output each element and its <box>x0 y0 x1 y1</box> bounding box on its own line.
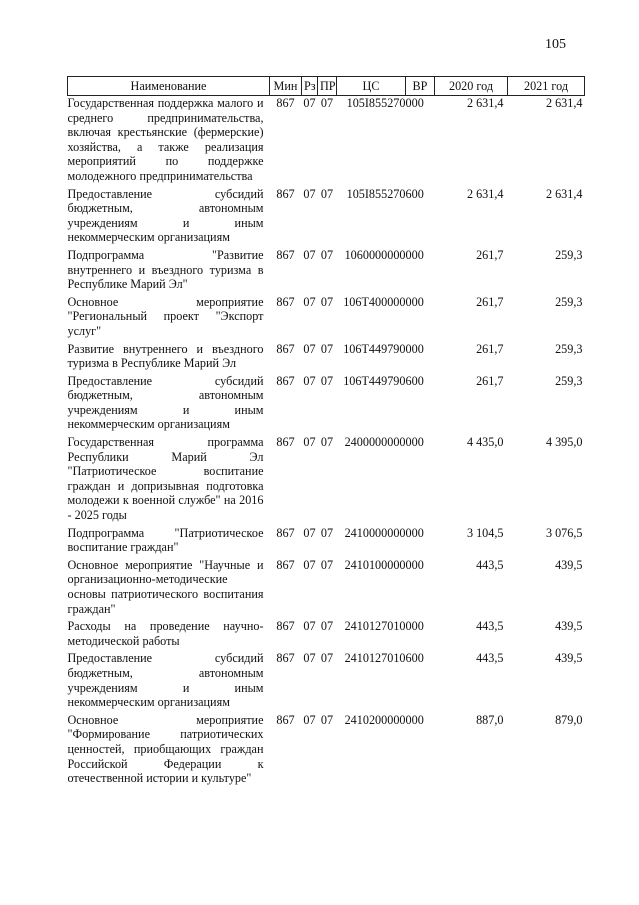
header-rz: Рз <box>302 77 318 96</box>
cell-cs: 106T449790 <box>343 341 406 356</box>
table-row <box>68 96 585 187</box>
cell-name: Подпрограмма "Патриотическое воспитание граждан" <box>67 525 264 555</box>
header-cs: ЦС <box>337 77 406 96</box>
cell-cs: 2410200000 <box>344 712 406 727</box>
cell-rz: 07 <box>303 96 316 110</box>
cell-vr: 000 <box>405 341 424 356</box>
header-pr: ПР <box>318 77 337 96</box>
cell-y2020: 443,5 <box>476 651 504 666</box>
table-row <box>68 295 585 342</box>
table-row <box>68 248 585 295</box>
table-row <box>68 187 585 248</box>
cell-rz: 07 <box>303 186 316 201</box>
header-2020: 2020 год <box>435 77 508 96</box>
cell-vr: 000 <box>405 435 424 450</box>
cell-y2020: 261,7 <box>476 373 504 388</box>
cell-rz: 07 <box>303 341 316 356</box>
cell-name: Развитие внутреннего и въездного туризма в Республике Марий Эл <box>67 341 264 371</box>
cell-y2021: 439,5 <box>555 651 583 666</box>
table-row <box>68 342 585 374</box>
cell-cs: 2410127010 <box>344 651 406 666</box>
cell-cs: 106T400000 <box>343 294 406 309</box>
cell-y2020: 2 631,4 <box>466 96 504 110</box>
cell-y2021: 2 631,4 <box>545 186 583 201</box>
cell-name: Основное мероприятие "Формирование патриотических ценностей, приобщающих граждан Российской Федерации к отечественной истории и культуре" <box>67 712 264 786</box>
cell-name: Расходы на проведение научно-методической работы <box>67 619 264 648</box>
table-row <box>68 619 585 651</box>
cell-cs: 105I855270 <box>346 186 406 201</box>
cell-cs: 2410100000 <box>344 557 406 572</box>
cell-min: 867 <box>276 525 295 540</box>
cell-y2020: 443,5 <box>476 557 504 572</box>
table-row <box>68 374 585 435</box>
cell-y2020: 261,7 <box>476 294 504 309</box>
table-row <box>68 651 585 712</box>
cell-y2020: 443,5 <box>476 619 504 634</box>
cell-y2021: 439,5 <box>555 619 583 634</box>
cell-rz: 07 <box>303 557 316 572</box>
cell-cs: 2410000000 <box>344 525 406 540</box>
cell-rz: 07 <box>303 247 316 262</box>
cell-y2021: 3 076,5 <box>545 525 583 540</box>
cell-min: 867 <box>276 712 295 727</box>
cell-y2021: 4 395,0 <box>545 435 583 450</box>
cell-min: 867 <box>276 247 295 262</box>
cell-cs: 2400000000 <box>344 435 406 450</box>
cell-y2021: 259,3 <box>555 294 583 309</box>
cell-vr: 600 <box>405 373 424 388</box>
cell-y2021: 259,3 <box>555 341 583 356</box>
cell-min: 867 <box>276 294 295 309</box>
cell-y2020: 887,0 <box>476 712 504 727</box>
cell-cs: 106T449790 <box>343 373 406 388</box>
cell-rz: 07 <box>303 373 316 388</box>
cell-min: 867 <box>276 373 295 388</box>
cell-pr: 07 <box>320 525 334 540</box>
table-row <box>68 435 585 526</box>
header-min: Мин <box>270 77 302 96</box>
cell-min: 867 <box>276 651 295 666</box>
cell-min: 867 <box>276 435 295 450</box>
header-vr: ВР <box>406 77 435 96</box>
cell-name: Государственная поддержка малого и среднего предпринимательства, включая крестьянские (фермерские) хозяйства, а также реализация мероприятий по поддержке молодежного предпринимательства <box>67 96 264 183</box>
cell-pr: 07 <box>320 557 334 572</box>
table-header-row <box>68 77 585 96</box>
cell-vr: 600 <box>405 651 424 666</box>
cell-vr: 000 <box>405 557 424 572</box>
cell-vr: 000 <box>405 96 424 110</box>
table-row <box>68 558 585 619</box>
cell-vr: 600 <box>405 186 424 201</box>
budget-table <box>67 76 585 789</box>
cell-vr: 000 <box>405 247 424 262</box>
cell-name: Государственная программа Республики Марий Эл "Патриотическое воспитание граждан и допризывная подготовка молодежи к военной службе" на 2016 - 2025 годы <box>67 435 264 523</box>
cell-name: Подпрограмма "Развитие внутреннего и въездного туризма в Республике Марий Эл" <box>67 247 264 292</box>
cell-min: 867 <box>276 96 295 110</box>
cell-name: Основное мероприятие "Региональный проект "Экспорт услуг" <box>67 294 264 338</box>
cell-rz: 07 <box>303 525 316 540</box>
header-name: Наименование <box>68 77 270 96</box>
header-2021: 2021 год <box>508 77 585 96</box>
cell-rz: 07 <box>303 712 316 727</box>
table-row <box>68 526 585 558</box>
cell-cs: 105I855270 <box>346 96 406 110</box>
cell-y2021: 879,0 <box>555 712 583 727</box>
cell-pr: 07 <box>320 712 334 727</box>
cell-y2021: 2 631,4 <box>545 96 583 110</box>
cell-y2021: 259,3 <box>555 247 583 262</box>
cell-cs: 2410127010 <box>344 619 406 634</box>
cell-rz: 07 <box>303 294 316 309</box>
cell-vr: 000 <box>405 619 424 634</box>
cell-y2020: 3 104,5 <box>466 525 504 540</box>
page-number: 105 <box>545 37 566 52</box>
cell-pr: 07 <box>320 435 334 450</box>
cell-y2021: 259,3 <box>555 373 583 388</box>
cell-vr: 000 <box>405 712 424 727</box>
cell-vr: 000 <box>405 525 424 540</box>
cell-rz: 07 <box>303 435 316 450</box>
cell-y2021: 439,5 <box>555 557 583 572</box>
cell-name: Предоставление субсидий бюджетным, автономным учреждениям и иным некоммерческим организациям <box>67 186 264 245</box>
cell-min: 867 <box>276 619 295 634</box>
cell-pr: 07 <box>320 247 334 262</box>
cell-y2020: 4 435,0 <box>466 435 504 450</box>
cell-name: Основное мероприятие "Научные и организационно-методические основы патриотического воспитания граждан" <box>67 557 264 616</box>
cell-min: 867 <box>276 186 295 201</box>
cell-pr: 07 <box>320 96 334 110</box>
cell-pr: 07 <box>320 186 334 201</box>
cell-min: 867 <box>276 341 295 356</box>
table-body <box>68 96 585 789</box>
cell-pr: 07 <box>320 294 334 309</box>
table-row <box>68 713 585 789</box>
cell-y2020: 261,7 <box>476 341 504 356</box>
cell-pr: 07 <box>320 341 334 356</box>
cell-y2020: 261,7 <box>476 247 504 262</box>
cell-vr: 000 <box>405 294 424 309</box>
cell-pr: 07 <box>320 651 334 666</box>
cell-rz: 07 <box>303 619 316 634</box>
cell-name: Предоставление субсидий бюджетным, автономным учреждениям и иным некоммерческим организациям <box>67 651 264 710</box>
cell-cs: 1060000000 <box>344 247 406 262</box>
cell-pr: 07 <box>320 619 334 634</box>
cell-rz: 07 <box>303 651 316 666</box>
cell-y2020: 2 631,4 <box>466 186 504 201</box>
cell-name: Предоставление субсидий бюджетным, автономным учреждениям и иным некоммерческим организациям <box>67 373 264 432</box>
cell-min: 867 <box>276 557 295 572</box>
cell-pr: 07 <box>320 373 334 388</box>
